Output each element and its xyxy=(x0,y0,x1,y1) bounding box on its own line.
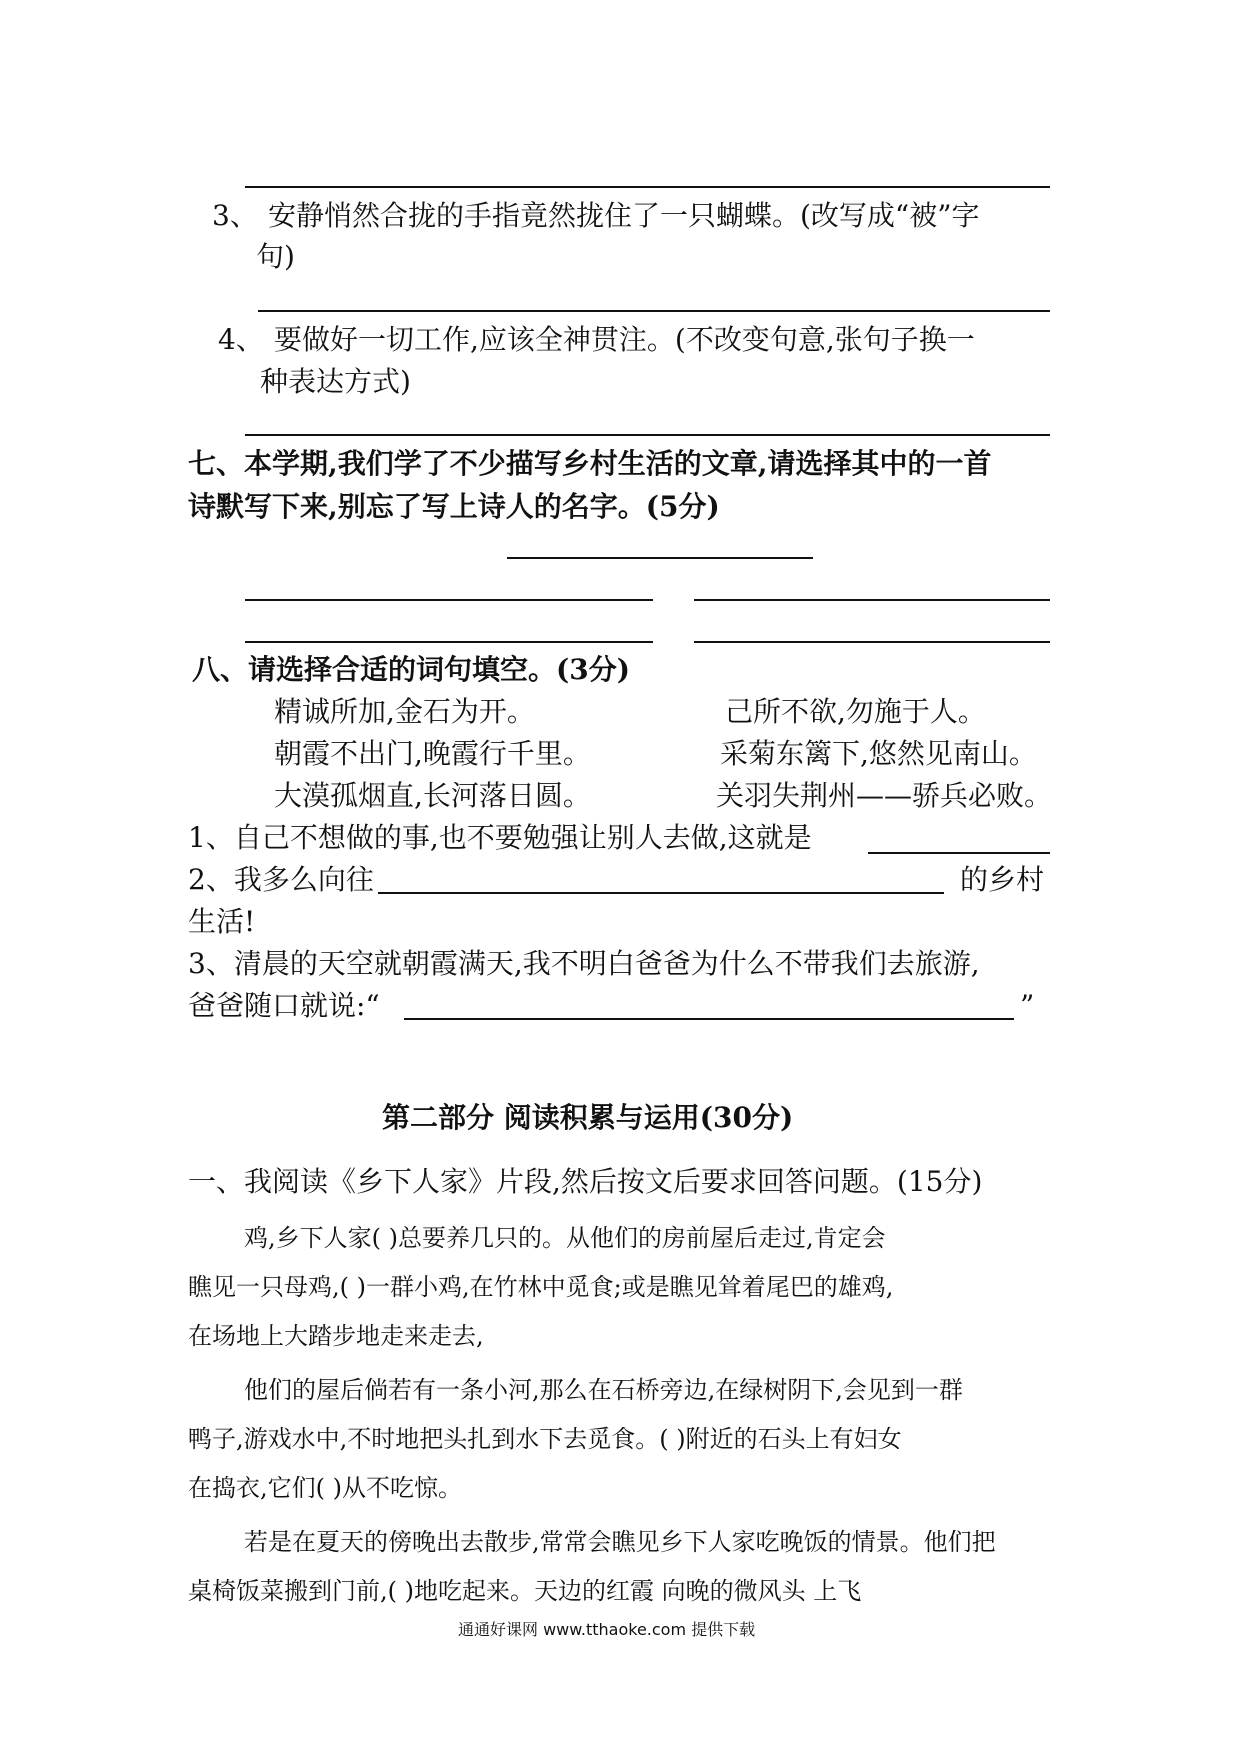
question-3-text-cont: 句) xyxy=(256,240,295,273)
poem-line-1-right xyxy=(694,599,1050,601)
question-3-number: 3、 xyxy=(212,199,258,232)
poem-title-line xyxy=(507,557,813,559)
fill-question-2: 2、我多么向往 xyxy=(188,863,374,896)
fill-question-3-cont: 爸爸随口就说:“ xyxy=(188,989,380,1022)
passage-p3-line1: 若是在夏天的傍晚出去散步,常常会瞧见乡下人家吃晚饭的情景。他们把 xyxy=(244,1528,996,1556)
section-8-heading: 八、请选择合适的词句填空。(3分) xyxy=(192,653,630,686)
question-4-text-cont: 种表达方式) xyxy=(260,365,411,398)
option-2-left: 朝霞不出门,晚霞行千里。 xyxy=(274,737,591,770)
poem-line-2-left xyxy=(245,641,653,643)
answer-line-q4 xyxy=(245,434,1050,436)
option-3-left: 大漠孤烟直,长河落日圆。 xyxy=(274,779,591,812)
answer-line-fill-1 xyxy=(868,852,1050,854)
page-footer: 通通好课网 www.tthaoke.com 提供下载 xyxy=(458,1620,756,1639)
passage-p2-line1: 他们的屋后倘若有一条小河,那么在石桥旁边,在绿树阴下,会见到一群 xyxy=(244,1376,963,1404)
passage-p3-line2: 桌椅饭菜搬到门前,( )地吃起来。天边的红霞 向晚的微风头 上飞 xyxy=(188,1577,862,1605)
reading-question-1-title: 一、我阅读《乡下人家》片段,然后按文后要求回答问题。(15分) xyxy=(188,1165,983,1198)
answer-line-fill-2 xyxy=(378,892,944,894)
passage-p1-line3: 在场地上大踏步地走来走去, xyxy=(188,1322,484,1350)
passage-p2-line2: 鸭子,游戏水中,不时地把头扎到水下去觅食。( )附近的石头上有妇女 xyxy=(188,1425,902,1453)
fill-question-1: 1、自己不想做的事,也不要勉强让别人去做,这就是 xyxy=(188,821,812,854)
fill-question-2-cont: 生活! xyxy=(188,905,256,938)
section-7-heading: 七、本学期,我们学了不少描写乡村生活的文章,请选择其中的一首 xyxy=(188,447,992,480)
answer-line-fill-3 xyxy=(404,1018,1014,1020)
poem-line-2-right xyxy=(694,641,1050,643)
passage-p2-line3: 在捣衣,它们( )从不吃惊。 xyxy=(188,1474,462,1502)
option-3-right: 关羽失荆州——骄兵必败。 xyxy=(716,779,1053,812)
fill-question-2-suffix: 的乡村 xyxy=(960,863,1045,896)
answer-line-q3 xyxy=(258,310,1050,312)
part-2-title: 第二部分 阅读积累与运用(30分) xyxy=(382,1101,794,1134)
poem-line-1-left xyxy=(245,599,653,601)
question-4-number: 4、 xyxy=(218,323,264,356)
question-3-text: 安静悄然合拢的手指竟然拢住了一只蝴蝶。(改写成“被”字 xyxy=(268,199,980,232)
answer-line-top xyxy=(245,186,1050,188)
option-1-left: 精诚所加,金石为开。 xyxy=(274,695,535,728)
fill-question-3-close-quote: ” xyxy=(1020,989,1035,1022)
section-7-heading-cont: 诗默写下来,别忘了写上诗人的名字。(5分) xyxy=(188,490,720,523)
passage-p1-line2: 瞧见一只母鸡,( )一群小鸡,在竹林中觅食;或是瞧见耸着尾巴的雄鸡, xyxy=(188,1273,894,1301)
passage-p1-line1: 鸡,乡下人家( )总要养几只的。从他们的房前屋后走过,肯定会 xyxy=(244,1224,886,1252)
option-1-right: 己所不欲,勿施于人。 xyxy=(725,695,986,728)
question-4-text: 要做好一切工作,应该全神贯注。(不改变句意,张句子换一 xyxy=(274,323,975,356)
option-2-right: 采菊东篱下,悠然见南山。 xyxy=(720,737,1037,770)
fill-question-3: 3、清晨的天空就朝霞满天,我不明白爸爸为什么不带我们去旅游, xyxy=(188,947,980,980)
